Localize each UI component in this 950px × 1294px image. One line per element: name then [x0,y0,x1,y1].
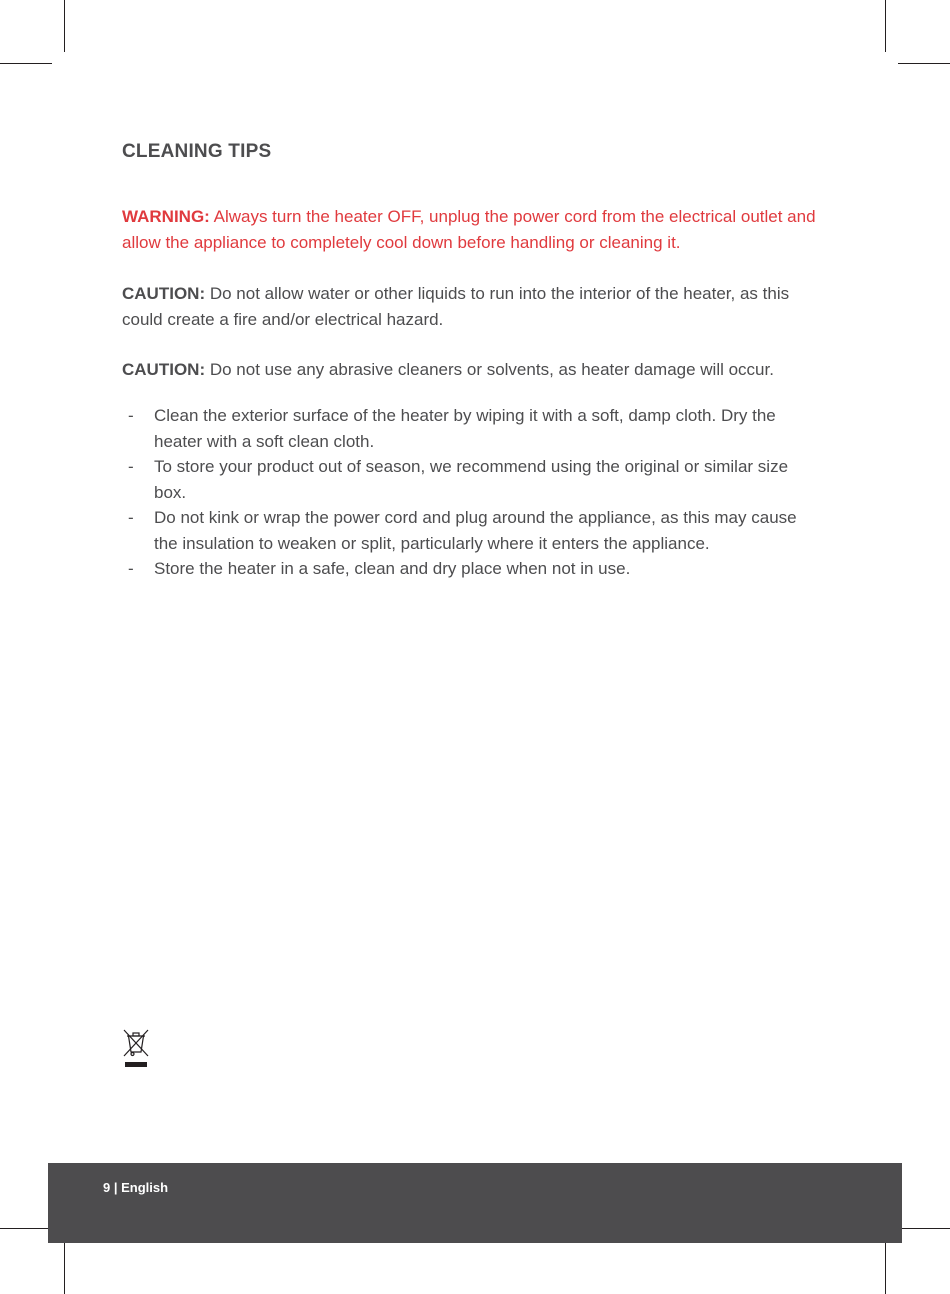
list-item [122,556,822,582]
crop-mark [64,0,65,52]
list-item-text: Store the heater in a safe, clean and dry place when not in use. [154,559,631,578]
bullet-marker: - [128,406,134,425]
page-footer [48,1163,902,1243]
crop-mark [885,0,886,52]
caution-label: CAUTION: [122,360,206,379]
bullet-marker: - [128,508,134,527]
warning-label: WARNING: [122,207,210,226]
crop-mark [898,63,950,64]
bullet-marker: - [128,457,134,476]
list-item [122,454,822,505]
list-item-text: To store your product out of season, we recommend using the original or similar size box. [154,457,789,502]
warning-text: Always turn the heater OFF, unplug the power cord from the electrical outlet and allow the appliance to completely cool down before handling or cleaning it. [122,207,816,252]
list-item-text: Do not kink or wrap the power cord and plug around the appliance, as this may cause the insulation to weaken or split, particularly where it enters the appliance. [154,508,797,553]
list-item [122,403,822,454]
caution-paragraph [122,357,842,383]
caution-text: Do not use any abrasive cleaners or solvents, as heater damage will occur. [205,360,774,379]
page-number: 9 | English [103,1180,169,1195]
crop-mark [0,1228,52,1229]
crop-mark [885,1242,886,1294]
bullet-marker: - [128,559,134,578]
caution-paragraph [122,281,822,332]
caution-label: CAUTION: [122,284,206,303]
list-item [122,505,822,556]
page-title: CLEANING TIPS [122,141,272,162]
warning-paragraph [122,204,822,255]
list-item-text: Clean the exterior surface of the heater by wiping it with a soft, damp cloth. Dry the heater with a soft clean cloth. [154,406,776,451]
crop-mark [64,1242,65,1294]
cleaning-tips-list [122,403,822,582]
crop-mark [0,63,52,64]
weee-crossed-bin-icon [122,1028,150,1070]
crop-mark [898,1228,950,1229]
caution-text: Do not allow water or other liquids to run into the interior of the heater, as this could create a fire and/or electrical hazard. [122,284,790,329]
